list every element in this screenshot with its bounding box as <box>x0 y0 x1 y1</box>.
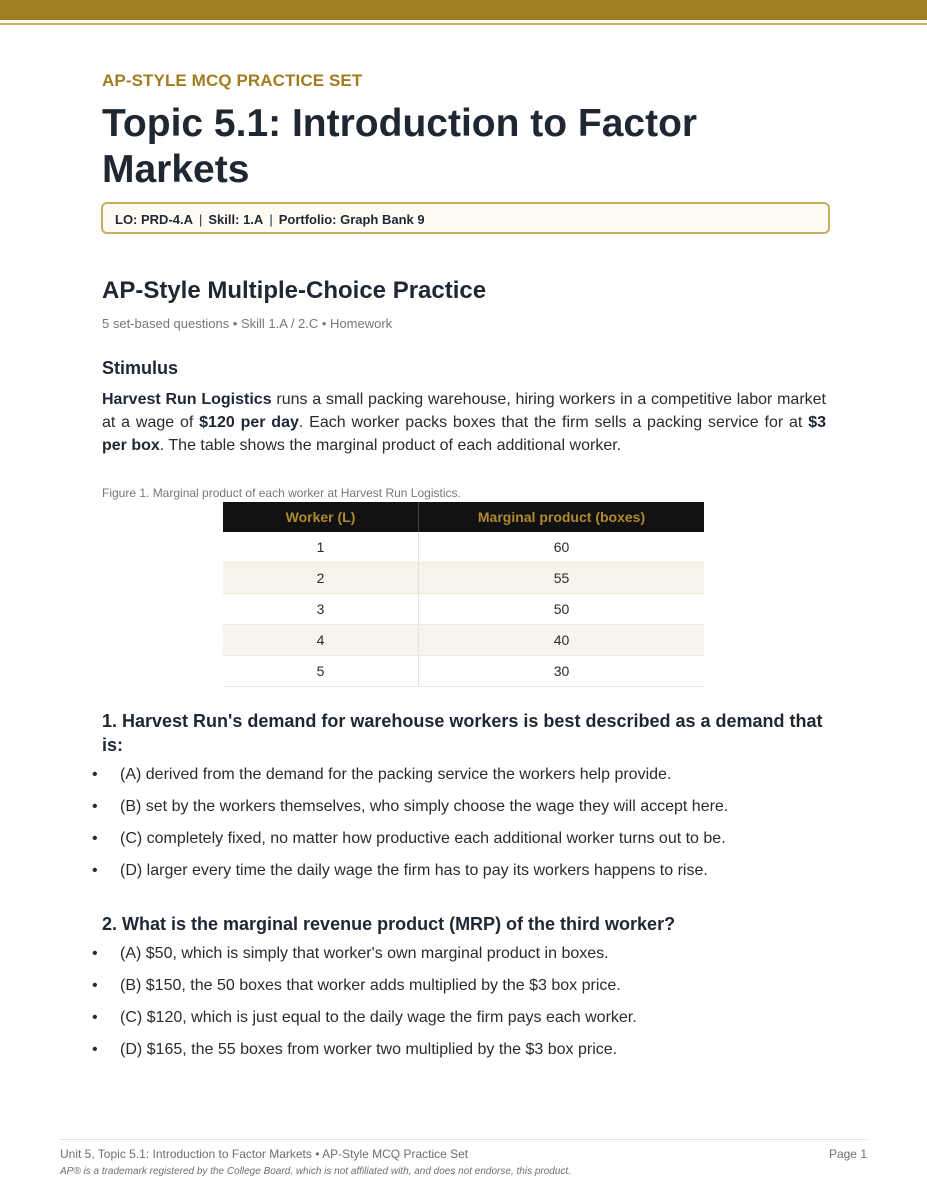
portfolio-label: Portfolio: Graph Bank 9 <box>278 212 425 227</box>
bullet: • <box>92 945 98 962</box>
page-number: Page 1 <box>828 1147 867 1161</box>
worker-cell: 4 <box>223 625 419 656</box>
marginal-product-cell: 60 <box>419 532 705 563</box>
bullet: • <box>92 766 98 783</box>
table-row <box>223 656 704 687</box>
option-text: (A) $50, which is simply that worker's own marginal product in boxes. <box>120 945 609 962</box>
marginal-product-cell: 30 <box>419 656 705 687</box>
stimulus-text: . The table shows the marginal product of each additional worker. <box>159 437 622 454</box>
answer-options <box>92 765 826 881</box>
answer-option-a <box>92 765 826 785</box>
footer-divider <box>60 1139 867 1140</box>
learning-objective: LO: PRD-4.A <box>115 212 193 227</box>
table-row <box>223 625 704 656</box>
answer-option-c <box>92 1008 826 1028</box>
set-label: AP-STYLE MCQ PRACTICE SET <box>102 71 363 90</box>
marginal-product-cell: 55 <box>419 563 705 594</box>
worker-cell: 5 <box>223 656 419 687</box>
question-1 <box>92 709 826 893</box>
option-text: (B) $150, the 50 boxes that worker adds multiplied by the $3 box price. <box>120 977 621 994</box>
bullet: • <box>92 798 98 815</box>
section-heading: AP-Style Multiple-Choice Practice <box>102 277 487 304</box>
option-text: (C) completely fixed, no matter how productive each additional worker turns out to be. <box>120 830 726 847</box>
question-text: 1. Harvest Run's demand for warehouse workers is best described as a demand that is: <box>102 711 823 755</box>
answer-option-b <box>92 976 826 996</box>
header-accent-bar <box>0 0 927 20</box>
table-header-row <box>223 502 704 532</box>
question-2 <box>92 912 826 1072</box>
metadata-box <box>101 202 830 234</box>
worker-cell: 2 <box>223 563 419 594</box>
stimulus-heading: Stimulus <box>102 358 179 378</box>
table-row <box>223 594 704 625</box>
stimulus-text: runs a small packing warehouse, hiring workers in a competitive labor market at a wage of <box>102 391 826 431</box>
stimulus-text: . Each worker packs boxes that the firm sells a packing service for at <box>298 414 809 431</box>
answer-option-c <box>92 829 826 849</box>
worker-cell: 1 <box>223 532 419 563</box>
option-text: (D) larger every time the daily wage the firm has to pay its workers happens to rise. <box>120 862 708 879</box>
marginal-product-table <box>223 502 704 687</box>
marginal-product-cell: 40 <box>419 625 705 656</box>
option-text: (C) $120, which is just equal to the daily wage the firm pays each worker. <box>120 1009 637 1026</box>
marginal-product-cell: 50 <box>419 594 705 625</box>
price-value: $3 per box <box>102 414 827 454</box>
footer-course-info: Unit 5, Topic 5.1: Introduction to Factor Markets • AP-Style MCQ Practice Set <box>60 1147 469 1161</box>
answer-option-d <box>92 861 826 881</box>
bullet: • <box>92 862 98 879</box>
trademark-notice: AP® is a trademark registered by the College Board, which is not affiliated with, and does not endorse, this product. <box>60 1166 571 1177</box>
answer-options <box>92 944 826 1060</box>
header-accent-line <box>0 23 927 25</box>
meta-separator: | <box>199 212 203 227</box>
column-header-workers: Worker (L) <box>223 502 419 532</box>
page-title: Topic 5.1: Introduction to Factor Markets <box>102 102 698 191</box>
option-text: (D) $165, the 55 boxes from worker two multiplied by the $3 box price. <box>120 1041 618 1058</box>
table-row <box>223 563 704 594</box>
option-text: (A) derived from the demand for the packing service the workers help provide. <box>120 766 672 783</box>
table-row <box>223 532 704 563</box>
option-text: (B) set by the workers themselves, who simply choose the wage they will accept here. <box>120 798 729 815</box>
section-subtitle: 5 set-based questions • Skill 1.A / 2.C • Homework <box>102 316 393 331</box>
bullet: • <box>92 830 98 847</box>
wage-value: $120 per day <box>199 414 299 431</box>
answer-option-b <box>92 797 826 817</box>
bullet: • <box>92 1041 98 1058</box>
stimulus-paragraph <box>102 388 826 457</box>
skill-code: Skill: 1.A <box>208 212 264 227</box>
bullet: • <box>92 977 98 994</box>
question-text: 2. What is the marginal revenue product (MRP) of the third worker? <box>102 914 676 934</box>
worker-cell: 3 <box>223 594 419 625</box>
firm-name: Harvest Run Logistics <box>102 391 272 408</box>
figure-caption: Figure 1. Marginal product of each worker at Harvest Run Logistics. <box>102 486 461 500</box>
answer-option-d <box>92 1040 826 1060</box>
bullet: • <box>92 1009 98 1026</box>
column-header-marginal-product: Marginal product (boxes) <box>419 502 705 532</box>
answer-option-a <box>92 944 826 964</box>
meta-separator: | <box>269 212 273 227</box>
